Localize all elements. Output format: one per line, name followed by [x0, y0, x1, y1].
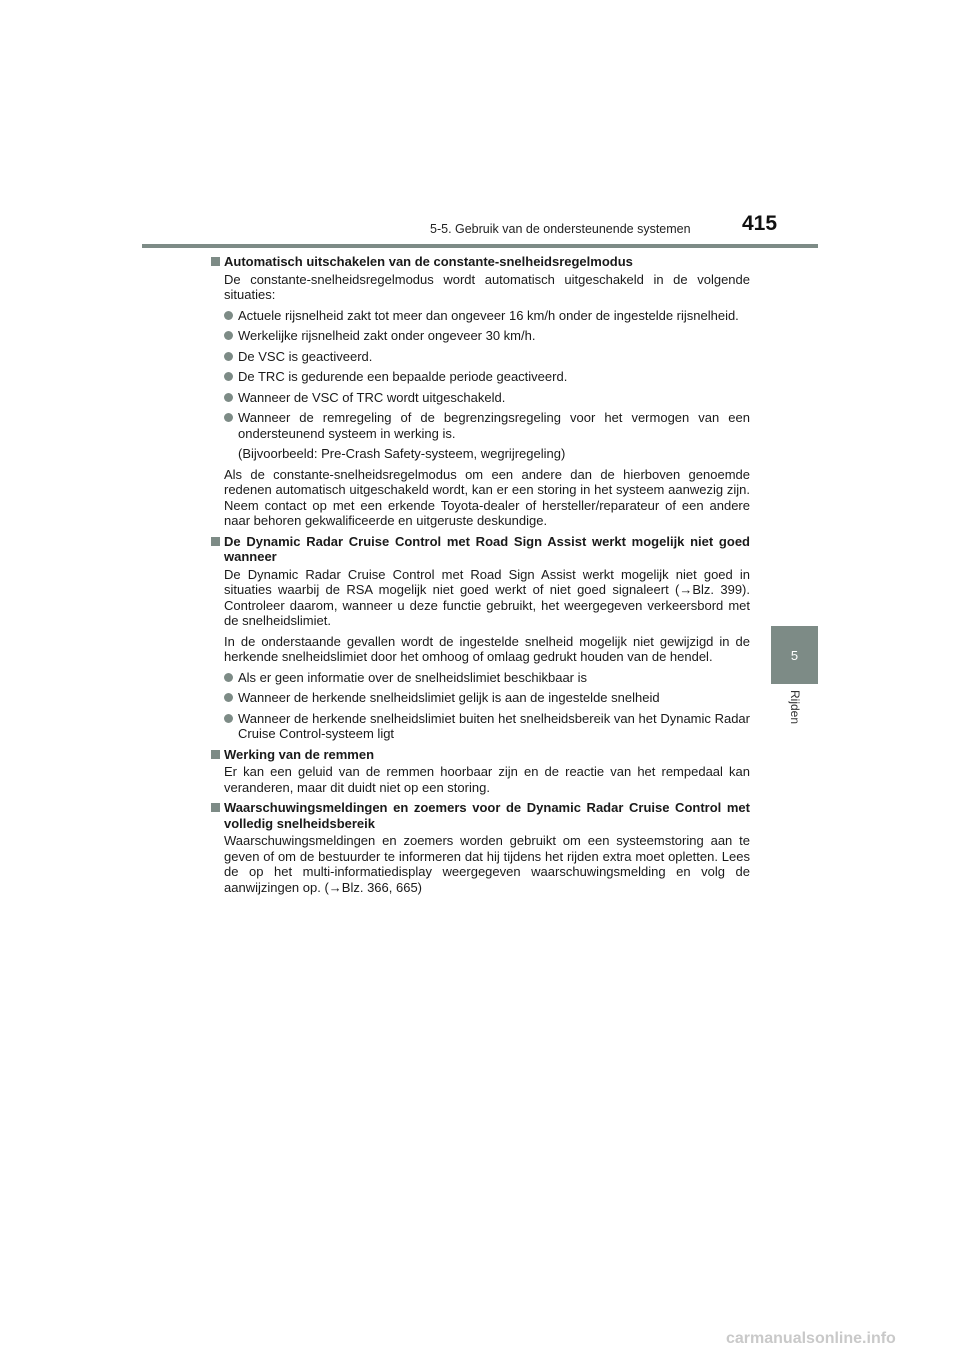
page-number: 415 — [742, 212, 778, 235]
paragraph: In de onderstaande gevallen wordt de ingestelde snelheid mogelijk niet gewijzigd in de herkende snelheidslimiet door het omhoog of omlaag gedrukt houden van de hendel. — [224, 633, 750, 664]
square-bullet-icon — [211, 803, 220, 812]
page-content — [211, 254, 750, 900]
list-item: Wanneer de herkende snelheidslimiet gelijk is aan de ingestelde snelheid — [211, 690, 750, 706]
running-header: 5-5. Gebruik van de ondersteunende systemen — [430, 222, 691, 236]
paragraph: De Dynamic Radar Cruise Control met Road Sign Assist werkt mogelijk niet goed in situaties waarbij de RSA mogelijk niet goed werkt of niet goed signaleert (→Blz. 399). Controleer daarom, wanneer u deze functie gebruikt, het weergegeven verkeersbord met de snelheidslimiet. — [224, 566, 750, 628]
round-bullet-icon — [224, 372, 233, 381]
list-item: De TRC is gedurende een bepaalde periode geactiveerd. — [211, 369, 750, 385]
list-item: Actuele rijsnelheid zakt tot meer dan ongeveer 16 km/h onder de ingestelde rijsnelheid. — [211, 308, 750, 324]
chapter-tab — [771, 626, 818, 684]
round-bullet-icon — [224, 311, 233, 320]
chapter-number: 5 — [790, 647, 799, 663]
square-bullet-icon — [211, 750, 220, 759]
round-bullet-icon — [224, 673, 233, 682]
list-item: Werkelijke rijsnelheid zakt onder ongeveer 30 km/h. — [211, 328, 750, 344]
paragraph: De constante-snelheidsregelmodus wordt automatisch uitgeschakeld in de volgende situaties: — [224, 271, 750, 302]
watermark: carmanualsonline.info — [726, 1330, 896, 1347]
paragraph: Waarschuwingsmeldingen en zoemers worden gebruikt om een systeemstoring aan te geven of om de bestuurder te informeren dat hij tijdens het rijden extra moet opletten. Lees de op het multi-informatiedisplay weergegeven waarschuwingsmelding en volg de aanwijzingen op. (→Blz. 366, 665) — [224, 833, 750, 895]
section-heading: Automatisch uitschakelen van de constante-snelheidsregelmodus — [211, 254, 750, 270]
section-heading: Waarschuwingsmeldingen en zoemers voor de Dynamic Radar Cruise Control met volledig snelheidsbereik — [211, 800, 750, 831]
paragraph: Er kan een geluid van de remmen hoorbaar zijn en de reactie van het rempedaal kan veranderen, maar dit duidt niet op een storing. — [224, 764, 750, 795]
chapter-label: Rijden — [788, 690, 802, 725]
paragraph: Als de constante-snelheidsregelmodus om een andere dan de hierboven genoemde redenen automatisch uitgeschakeld wordt, kan er een storing in het systeem aanwezig zijn. Neem contact op met een erkende Toyota-dealer of hersteller/reparateur of een andere naar behoren gekwalificeerde en uitgeruste deskundige. — [224, 466, 750, 528]
section-brakes — [211, 747, 750, 796]
round-bullet-icon — [224, 331, 233, 340]
round-bullet-icon — [224, 352, 233, 361]
list-item: Als er geen informatie over de snelheidslimiet beschikbaar is — [211, 670, 750, 686]
section-heading: De Dynamic Radar Cruise Control met Road Sign Assist werkt mogelijk niet goed wanneer — [211, 534, 750, 565]
square-bullet-icon — [211, 257, 220, 266]
round-bullet-icon — [224, 693, 233, 702]
round-bullet-icon — [224, 413, 233, 422]
list-item: Wanneer de VSC of TRC wordt uitgeschakeld. — [211, 390, 750, 406]
section-rsa-limitations — [211, 534, 750, 742]
list-item: Wanneer de remregeling of de begrenzingsregeling voor het vermogen van een ondersteunend systeem in werking is. — [211, 410, 750, 441]
section-warnings — [211, 800, 750, 895]
round-bullet-icon — [224, 393, 233, 402]
section-heading: Werking van de remmen — [211, 747, 750, 763]
list-item: Wanneer de herkende snelheidslimiet buiten het snelheidsbereik van het Dynamic Radar Cruise Control-systeem ligt — [211, 711, 750, 742]
example-note: (Bijvoorbeeld: Pre-Crash Safety-systeem, wegrijregeling) — [238, 446, 566, 461]
section-auto-disable — [211, 254, 750, 529]
header-rule — [142, 244, 818, 248]
round-bullet-icon — [224, 714, 233, 723]
square-bullet-icon — [211, 537, 220, 546]
list-item: De VSC is geactiveerd. — [211, 349, 750, 365]
